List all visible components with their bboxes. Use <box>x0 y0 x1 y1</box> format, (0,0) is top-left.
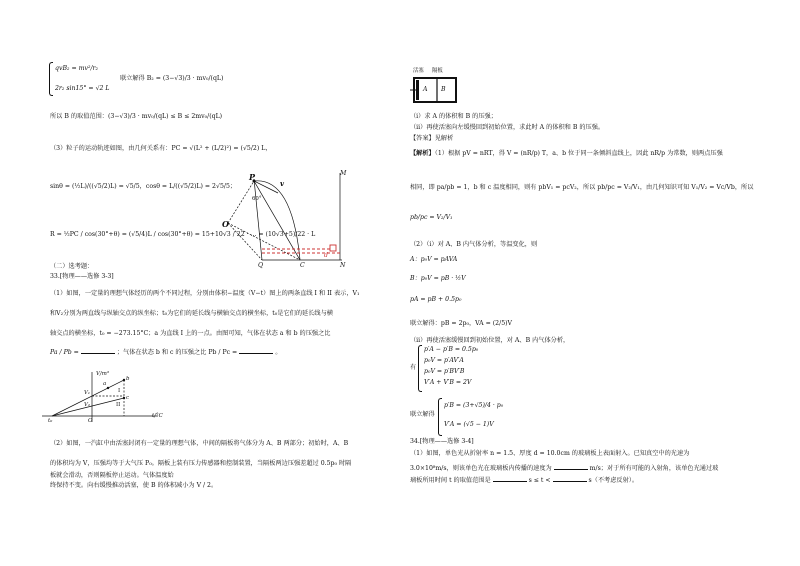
equation: p′A − p′B = 0.5p₀ <box>424 346 479 353</box>
equation: R = ½PC / cos(30°+θ) = (√5/4)L / cos(30°+θ) = 15+10√3 / 22 · ... = (10√3+5)/22 · L <box>50 231 316 238</box>
cylinder-diagram <box>410 75 460 107</box>
label-B: B <box>441 86 446 93</box>
equation: V′A = (√5 − 1)V <box>444 421 494 428</box>
brace <box>438 398 442 436</box>
text-line: （i）求 A 的体积和 B 的压强； <box>410 113 497 120</box>
text-fragment: m/s；对于所有可能的入射角，该单色光通过玻 <box>589 465 719 472</box>
equation: A：p₀V = pAVA <box>410 256 458 263</box>
text-fragment: s ≤ t < <box>528 477 551 484</box>
label-P: P <box>249 172 256 182</box>
graph-xlabel: t/°C <box>152 413 163 419</box>
question-title: 33.[物理——选修 3-3] <box>50 273 114 280</box>
text-line: （ii）再使活塞缓慢回到初始位置，对 A、B 内气体分析， <box>410 337 570 344</box>
section-title: （二）选考题： <box>50 263 94 270</box>
label-M: M <box>340 170 347 177</box>
text-line: （1）如图，单色光从折射率 n = 1.5、厚度 d = 10.0cm 的玻璃板上表面射入。已知真空中的光速为 <box>410 450 690 457</box>
brace <box>418 345 422 392</box>
equation: p₀V = p′BV′B <box>424 368 465 375</box>
graph-line-II: II <box>116 402 121 408</box>
graph-t0: t₀ <box>48 418 53 424</box>
equation: 联立解得 B₂ = (3−√3)/3 · mv₀/(qL) <box>120 75 224 82</box>
answer-blank[interactable] <box>493 475 527 482</box>
question-title: 34.[物理——选修 3-4] <box>410 438 474 445</box>
label-v: v <box>280 179 285 188</box>
text-line: 终保持不变。向右缓慢推动活塞，使 B 的体积减小为 V / 2。 <box>50 482 218 489</box>
text-line: 轴交点的横坐标，t₀ = −273.15°C；a 为直线 I 上的一点。由图可知，气体在状态 a 和 b 的压强之比 <box>50 330 331 337</box>
label-piston: 活塞 <box>413 68 424 74</box>
equation: V′A + V′B = 2V <box>424 379 472 386</box>
answer-line: 【答案】见解析 <box>410 135 454 142</box>
you-label: 有 <box>410 364 417 371</box>
text-line: 相同，即 pa/pb = 1，b 和 c 温度相同，则有 pbV₁ = pcV₂，所以 pb/pc = V₂/V₁，由几何知识可知 V₁/V₂ = Vc/Vb，所以 <box>410 184 754 191</box>
equation: pb/pc = V₂/V₁ <box>410 214 453 221</box>
equation: sinθ = (½L)/((√5/2)L) = √5/5，cosθ = L/((√5/2)L) = 2√5/5； <box>50 183 237 190</box>
text-line: 的体积均为 V，压强均等于大气压 P₀。隔板上装有压力传感器和控制装置，当隔板两边压强差超过 0.5p₀ 时隔 <box>50 460 352 467</box>
analysis-label: 【解析】 <box>410 150 435 157</box>
solution-line: 联立解得：pB = 2p₀，VA = (2/5)V <box>410 320 513 327</box>
answer-blank[interactable] <box>81 347 115 354</box>
ratio-label: ；气体在状态 b 和 c 的压强之比 Pb / Pc = <box>116 349 238 356</box>
graph-point-a: a <box>103 381 107 387</box>
graph-V1: V₁ <box>84 390 91 396</box>
label-A: A <box>423 86 428 93</box>
label-C: C <box>300 262 305 269</box>
label-Q: Q <box>258 262 264 269</box>
graph-ylabel: V/m³ <box>96 371 109 377</box>
graph-origin: O <box>88 418 93 424</box>
label-O: O <box>222 219 229 229</box>
graph-point-c: c <box>126 395 130 401</box>
ratio-label: Pa / Pb = <box>50 349 79 356</box>
text-line: （ii）再使活塞向左缓慢回到初始位置，求此时 A 的体积和 B 的压强。 <box>410 124 605 131</box>
graph-point-b: b <box>126 376 130 382</box>
label-N: N <box>340 262 346 269</box>
analysis-line <box>410 150 723 158</box>
label-d: d <box>324 252 328 259</box>
solution-label: 联立解得 <box>410 411 435 418</box>
text-line: 板就会滑动，否则隔板停止运动。气体温度始 <box>50 472 174 479</box>
answer-blank[interactable] <box>554 463 588 470</box>
text-line: 所以 B 的取值范围：(3−√3)/3 · mv₀/(qL) ≤ B ≤ 2mv₀/(qL) <box>50 113 223 120</box>
analysis-text: （1）根据 pV = nRT，得 V = (nR/p) T，a、b 位于同一条倾斜直线上，因此 nR/p 为常数，则两点压强 <box>434 150 723 157</box>
text-line <box>50 347 281 357</box>
graph-line-I: I <box>118 388 121 394</box>
text-fragment: 璃板所用时间 t 的取值范围是 <box>410 477 491 484</box>
equation: B：p₀V = pB · ½V <box>410 275 466 282</box>
vt-graph <box>40 370 160 430</box>
equation: qvB₂ = mv²/r₂ <box>55 65 98 72</box>
label-angle: 60° <box>252 196 262 202</box>
label-plate: 隔板 <box>432 68 443 74</box>
equation: pA = pB + 0.5p₀ <box>410 296 462 303</box>
answer-blank[interactable] <box>239 347 273 354</box>
text-line <box>410 475 638 485</box>
equation: p₀V = p′AV′A <box>424 357 464 364</box>
graph-V2: V₂ <box>84 402 91 408</box>
equation: 2r₂ sin15° = √2 L <box>55 85 110 92</box>
text-line: （2）如图，一汽缸中由活塞封闭有一定量的理想气体，中间的隔板将气体分为 A、B 两部分；初始时，A、B <box>50 440 349 447</box>
period: 。 <box>275 349 282 356</box>
brace <box>49 62 53 96</box>
text-fragment: 3.0×10⁸m/s，则该单色光在玻璃板内传播的速度为 <box>410 465 552 472</box>
text-fragment: s（不考虑反射）。 <box>588 477 639 484</box>
text-line: （3）粒子的运动轨迹如图，由几何关系有：PC = √(L² + (L/2)²) = (√5/2) L， <box>50 145 272 152</box>
text-line: 和V₂分别为两直线与纵轴交点的纵坐标；t₀为它们的延长线与横轴交点的横坐标，t₀是它们的延长线与横 <box>50 310 333 317</box>
answer-blank[interactable] <box>553 475 587 482</box>
text-line: （1）如图，一定量的理想气体经历的两个不同过程，分别由体积−温度（V−t）图上的两条直线 I 和 II 表示，V₁ <box>50 290 360 297</box>
text-line: （2）（i）对 A、B 内气体分析，等温变化，则 <box>410 241 538 248</box>
text-line <box>410 463 718 473</box>
equation: p′B = (3+√5)/4 · p₀ <box>444 402 504 409</box>
